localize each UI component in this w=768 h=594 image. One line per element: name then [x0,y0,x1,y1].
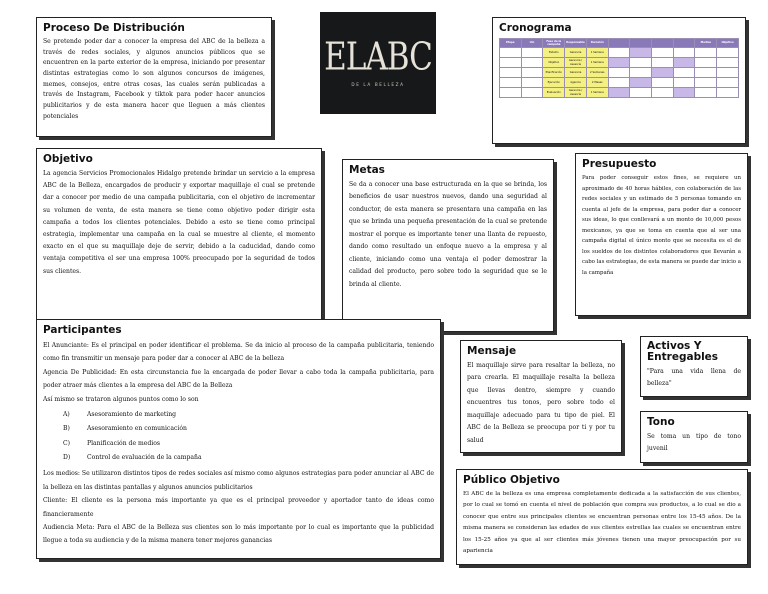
mensaje-text: El maquillaje sirve para resaltar la belleza, no para crearla. El maquillaje resalta la belleza que llevas dentro, siempre y cuando encuentres tus tonos, pero sobre todo el maquillaje adecuado para tu tipo de piel. El ABC de la Belleza se preocupa por ti y por tu salud [467,362,615,444]
schedule-cell [673,58,695,68]
list-item [43,422,434,436]
tono-card [640,411,748,463]
schedule-cell [608,78,630,88]
schedule-cell: 1 Semana [586,48,608,58]
schedule-cell [608,48,630,58]
objetivo-card [36,148,322,321]
presupuesto-text: Para poder conseguir estos fines, se requiere un aproximado de 40 horas hábiles, con colaboración de las redes sociales y un estimado de 5 personas tomando en cuenta al jefe de la empresa, para poder dar a conocer sus ideas, lo que conllevará a un monto de 10,000 pesos mexicanos, ya que se toma en cuenta que al ser una campaña digital el único monto que se necesita es el de los sueldos de los distintos colaboradores que llevarán a cabo las estrategias, de esta manera se puede dar inicio a la campaña [582,175,741,276]
schedule-cell [521,88,543,98]
schedule-header-cell [652,39,674,48]
list-item-text: Asesoramiento en comunicación [87,425,187,433]
cronograma-title: Cronograma [499,22,572,34]
publico-card [456,469,748,565]
schedule-cell [717,78,739,88]
list-item-text: Control de evaluación de la campaña [87,453,202,461]
schedule-cell: Gerencia [565,48,587,58]
schedule-cell [695,68,717,78]
list-item-letter: C) [63,439,71,447]
mensaje-title: Mensaje [467,345,517,357]
participantes-puntos: Así mismo se trataron algunos puntos como lo son [43,395,199,403]
schedule-cell [673,88,695,98]
tono-text: Se toma un tipo de tono juvenil [647,433,741,453]
schedule-cell [500,58,522,68]
participantes-audiencia: Audiencia Meta: Para el ABC de la Belleza sus clientes son lo más importante por lo cual es importante que la publicidad llegue a toda su audiencia y de la misma manera tener mejores ganancias [43,523,434,545]
schedule-row [500,58,739,68]
brand-logo [320,12,436,114]
schedule-cell [608,68,630,78]
schedule-cell [500,48,522,58]
publico-title: Público Objetivo [463,474,560,486]
logo-mark: ELABC [324,34,432,80]
schedule-cell [652,68,674,78]
schedule-cell [673,78,695,88]
schedule-cell [695,88,717,98]
schedule-cell [652,78,674,88]
participantes-title: Participantes [43,324,122,336]
schedule-cell [630,68,652,78]
schedule-cell [500,78,522,88]
presupuesto-title: Presupuesto [582,158,657,170]
schedule-cell [717,88,739,98]
schedule-header-cell [630,39,652,48]
list-item [43,408,434,422]
schedule-cell [608,58,630,68]
list-item-letter: D) [63,453,71,461]
schedule-row [500,48,739,58]
logo-tagline: DE LA BELLEZA [351,82,405,87]
schedule-header-cell: Etapa [500,39,522,48]
list-item-text: Planificación de medios [87,439,161,447]
schedule-cell: 2 Semanas [586,68,608,78]
schedule-cell: Gerencia / Asesoría [565,58,587,68]
metas-title: Metas [349,164,385,176]
schedule-header-cell: Duración [586,39,608,48]
tono-title: Tono [647,416,675,428]
schedule-cell [630,48,652,58]
schedule-cell [717,68,739,78]
metas-text: Se da a conocer una base estructurada en la que se brinda, los beneficios de usar nuestros nuevos, dando una seguridad al conductor, de esta manera se presentara una campaña en las que se brinda una pequeña presentación de la cual se pretende mostrar el porque es importante tener una llanta de repuesto, dando como resultado un enfoque nuevo a la empresa y al cliente, iniciando como una ventaja el poder demostrar la calidad del producto, pero sobre todo la seguridad que se le brinda al cliente. [349,181,547,288]
schedule-cell [695,48,717,58]
activos-title: Activos Y Entregables [647,340,719,364]
schedule-cell [500,88,522,98]
proceso-text: Se pretende poder dar a conocer la empresa del ABC de la belleza a través de redes sociales, y algunos anuncios públicos que se encuentren en la parte exterior de la empresa, iniciando por presentar distintas estrategias como lo son algunos concursos de imágenes, memes, consejos, entre otras cosas, las cuales serán publicadas a través de Instagram, Facebook y tiktok para poder hacer anuncios publicitarios y de esta manera hacer que lleguen a más clientes potenciales [43,38,265,120]
schedule-cell: Evaluación [543,88,565,98]
objetivo-title: Objetivo [43,153,93,165]
schedule-cell: 1 Semana [586,88,608,98]
activos-card [640,336,748,397]
schedule-cell [695,78,717,88]
list-item [43,437,434,451]
schedule-cell: Estudio [543,48,565,58]
participantes-medios: Los medios: Se utilizaron distintos tipos de redes sociales así mismo como algunos estrategias para poder anunciar al ABC de la belleza en las distintas pantallas y algunos anuncios publicitarios [43,470,434,491]
schedule-header-cell: Fase de la campaña [543,39,565,48]
schedule-cell [521,48,543,58]
participantes-card [36,319,441,559]
objetivo-text: La agencia Servicios Promocionales Hidalgo pretende brindar un servicio a la empresa ABC de la Belleza, encargados de producir y exportar maquillaje el cual se pretende dar a conocer por medio de una campaña publicitaria, con el objetivo de incrementar su volumen de venta, de esta manera se tiene como objetivo poder dirigir esta campaña a todos los clientes potenciales. Debido a esto se tiene como principal estrategia, implementar una campaña en la cual se muestre al cliente, el momento exacto en el que su maquillaje deje de servir, debido a la caducidad, dando como ventaja competitiva el ser una empresa 100% preocupado por la seguridad de todos sus clientes. [43,170,315,275]
schedule-header-cell: Ud. [521,39,543,48]
schedule-cell [630,58,652,68]
list-item [43,451,434,465]
schedule-table [499,38,739,98]
schedule-cell: Planificación [543,68,565,78]
schedule-cell: 2 Meses [586,78,608,88]
schedule-row [500,88,739,98]
schedule-cell: Gerencia / Asesoría [565,88,587,98]
activos-text: "Para una vida llena de belleza" [647,368,741,388]
schedule-cell [608,88,630,98]
schedule-cell: 1 Semana [586,58,608,68]
participantes-cliente: Cliente: El cliente es la persona más importante ya que es el principal proveedor y aportador tanto de ideas como financieramente [43,497,434,518]
schedule-cell [521,68,543,78]
schedule-cell [652,88,674,98]
schedule-cell [521,58,543,68]
schedule-cell [630,88,652,98]
schedule-cell: Gerencia [565,68,587,78]
schedule-header-cell [608,39,630,48]
schedule-header-cell: Medios [695,39,717,48]
participantes-list [43,408,434,465]
schedule-cell [673,48,695,58]
schedule-cell: Objetivo [543,58,565,68]
schedule-cell [652,48,674,58]
participantes-anunciante: El Anunciante: Es el principal en poder identificar el problema. Se da inicio al proceso de la campaña publicitaria, teniendo como fin transmitir un mensaje para poder dar a conocer al ABC de la belleza [43,342,434,363]
schedule-cell [673,68,695,78]
schedule-row [500,78,739,88]
schedule-header-cell [673,39,695,48]
proceso-title: Proceso De Distribución [43,22,185,34]
schedule-header-cell: Objetivo [717,39,739,48]
schedule-cell [695,58,717,68]
participantes-agencia: Agencia De Publicidad: En esta circunstancia fue la encargada de poder llevar a cabo toda la campaña publicitaria, para poder atraer más clientes a la empresa del ABC de la Belleza [43,368,434,390]
schedule-body [500,48,739,98]
schedule-cell [630,78,652,88]
schedule-cell [652,58,674,68]
schedule-cell [717,58,739,68]
list-item-text: Asesoramiento de marketing [87,411,177,419]
schedule-cell: Agencia [565,78,587,88]
proceso-card [36,17,272,137]
cronograma-card [492,17,746,144]
mensaje-card [460,340,622,453]
schedule-row [500,68,739,78]
list-item-letter: B) [63,425,70,433]
metas-card [342,159,554,332]
publico-text: El ABC de la belleza es una empresa completamente dedicada a la satisfacción de sus clientes, por lo cual se tomó en cuenta el nivel de población que compra sus productos, a lo cual se dio a conocer que entre sus principales clientes se encuentran personas entre los 15-45 años. De la misma manera se consideran las edades de sus clientes estrellas las cuales se encuentran entre los 15-25 años ya que al ser clientes más jóvenes tienen una mayor preocupación por su apariencia [463,491,741,555]
schedule-cell [717,48,739,58]
schedule-cell: Ejecución [543,78,565,88]
schedule-cell [521,78,543,88]
schedule-header-row [500,39,739,48]
schedule-cell [500,68,522,78]
presupuesto-card [575,153,748,316]
schedule-header-cell: Responsable [565,39,587,48]
list-item-letter: A) [63,411,70,419]
